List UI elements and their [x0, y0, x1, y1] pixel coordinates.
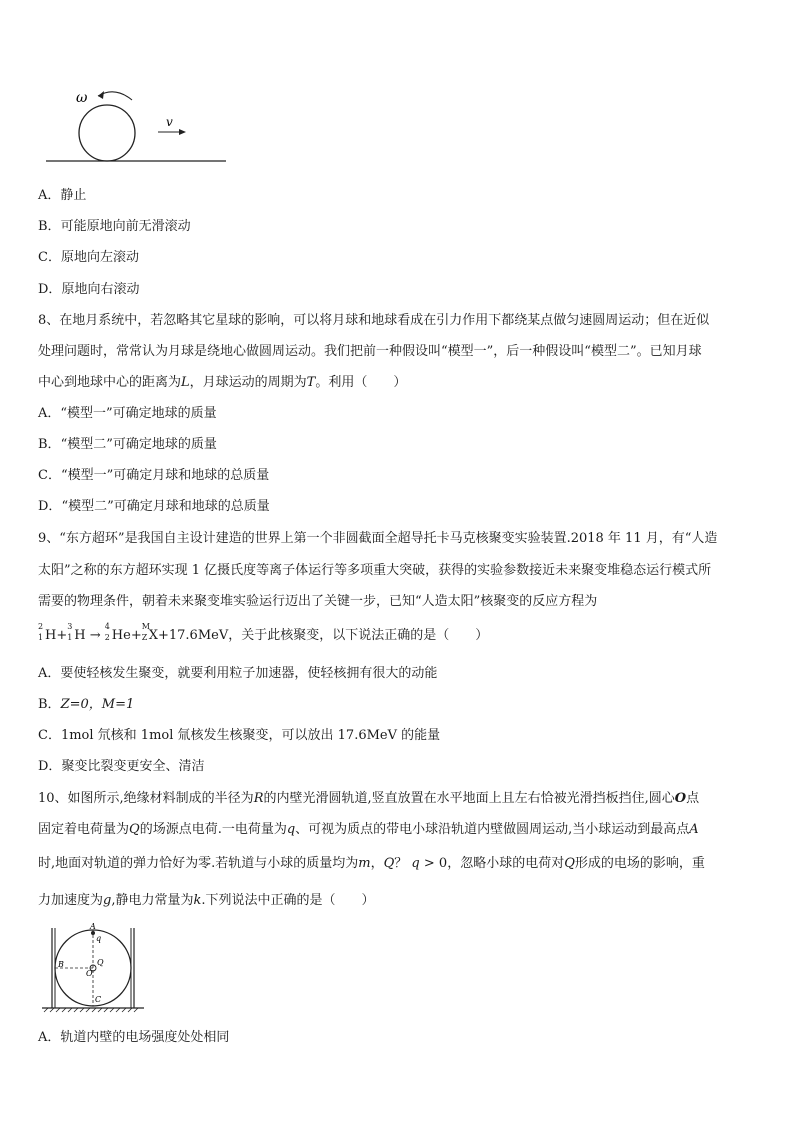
q9-option-d: D．聚变比裂变更安全、清洁 [38, 759, 205, 774]
label-q: q [96, 934, 102, 943]
q7-option-a: A．静止 [38, 188, 87, 203]
ball-q [91, 931, 95, 935]
nuclide-helium: 4 2 He [104, 622, 131, 643]
q10-stem-line3: 时,地面对轨道的弹力恰好为零.若轨道与小球的质量均为m，Q？ q > 0，忽略小球的电荷对Q形成的电场的影响，重 [38, 856, 705, 871]
omega-label: ω [76, 90, 88, 106]
q10-stem-line1: 10、如图所示,绝缘材料制成的半径为R的内壁光滑圆轨道,竖直放置在水平地面上且左右恰被光滑挡板挡住,圆心O点 [38, 791, 700, 806]
velocity-label: v [166, 115, 173, 129]
nuclide-x: M Z X [141, 622, 158, 643]
wheel [79, 105, 135, 161]
q9-option-b: B．Z=0，M=1 [38, 697, 135, 712]
q8-stem-line2: 处理问题时，常常认为月球是绕地心做圆周运动。我们把前一种假设叫“模型一”，后一种假设叫“模型二”。已知月球 [38, 344, 702, 359]
q9-option-c: C．1mol 氘核和 1mol 氚核发生核聚变，可以放出 17.6MeV 的能量 [38, 728, 441, 743]
q10-stem-line4: 力加速度为g,静电力常量为k.下列说法中正确的是（ ） [38, 893, 375, 908]
label-big-q: Q [97, 958, 104, 967]
label-c: C [95, 995, 102, 1004]
q9-option-a: A．要使轻核发生聚变，就要利用粒子加速器，使轻核拥有很大的动能 [38, 666, 438, 681]
q8-stem-line3: 中心到地球中心的距离为L，月球运动的周期为T。利用（ ） [38, 375, 407, 390]
label-a: A [90, 922, 96, 931]
nuclide-tritium: 3 1 H [67, 622, 86, 643]
q8-stem-line1: 8、在地月系统中，若忽略其它星球的影响，可以将月球和地球看成在引力作用下都绕某点做匀速圆周运动；但在近似 [38, 313, 710, 328]
q10-option-a: A．轨道内壁的电场强度处处相同 [38, 1030, 230, 1045]
q8-option-a: A．“模型一”可确定地球的质量 [38, 406, 217, 421]
label-o: O [86, 969, 93, 978]
q7-option-d: D．原地向右滚动 [38, 282, 140, 297]
nuclide-deuterium: 2 1 H [38, 622, 57, 643]
reaction-arrow: → [89, 628, 101, 643]
figure-rolling-wheel [40, 80, 240, 170]
q10-stem-line2: 固定着电荷量为Q的场源点电荷.一电荷量为q、可视为质点的带电小球沿轨道内壁做圆周运动,当小球运动到最高点A [38, 822, 699, 837]
q9-stem-line2: 太阳”之称的东方超环实现 1 亿摄氏度等离子体运行等多项重大突破，获得的实验参数接近未来聚变堆稳态运行模式所 [38, 563, 712, 578]
q8-option-b: B．“模型二”可确定地球的质量 [38, 437, 217, 452]
q7-option-b: B．可能原地向前无滑滚动 [38, 219, 191, 234]
q9-equation-line: 2 1 H+ 3 1 H → 4 2 He+ M Z X+17.6MeV，关于此核聚变，以下说法正确的是（ ） [38, 622, 489, 643]
q7-option-c: C．原地向左滚动 [38, 250, 139, 265]
figure-circular-track [40, 922, 150, 1014]
q9-stem-line3: 需要的物理条件，朝着未来聚变堆实验运行迈出了关键一步，已知“人造太阳”核聚变的反应方程为 [38, 594, 598, 609]
label-b: B [58, 960, 64, 969]
q9-stem-line1: 9、“东方超环”是我国自主设计建造的世界上第一个非圆截面全超导托卡马克核聚变实验装置.2018 年 11 月，有“人造 [38, 531, 718, 546]
velocity-arrowhead [179, 129, 186, 135]
q8-option-d: D．“模型二”可确定月球和地球的总质量 [38, 499, 270, 514]
q8-option-c: C．“模型一”可确定月球和地球的总质量 [38, 468, 270, 483]
